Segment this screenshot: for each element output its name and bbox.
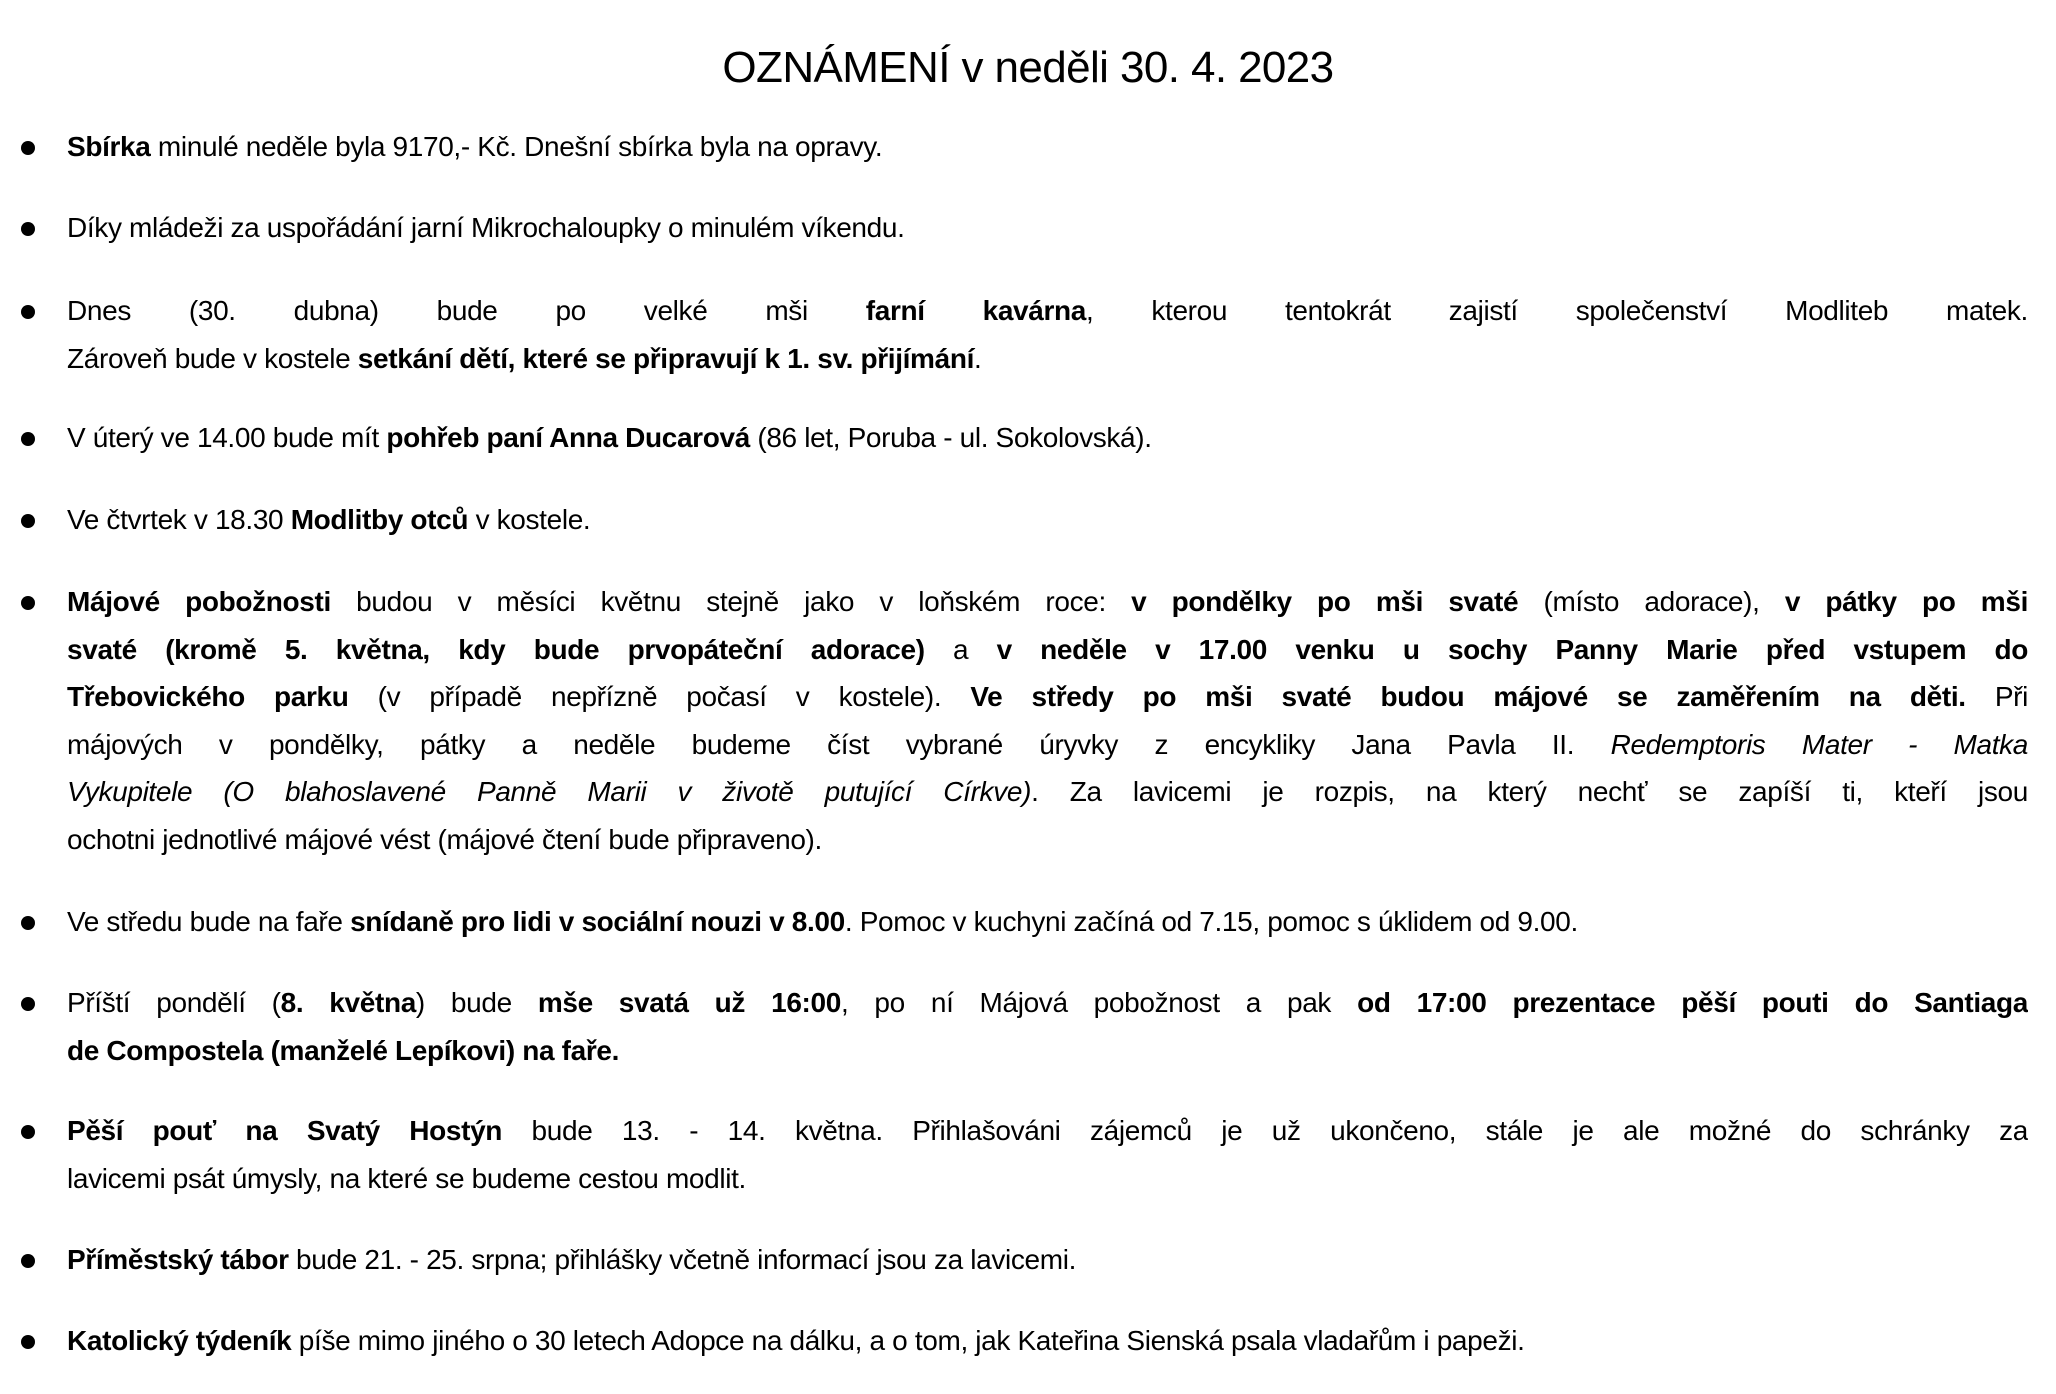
announcement-line: [67, 626, 2028, 674]
bold-text: Příměstský tábor: [67, 1244, 289, 1275]
announcement-line: [67, 1155, 2028, 1203]
announcement-line: [67, 979, 2028, 1027]
text: bude 13. - 14. května. Přihlašováni zájemců je už ukončeno, stále je ale možné do schránky za: [502, 1115, 2028, 1146]
text: , kterou tentokrát zajistí společenství Modliteb matek.: [1086, 295, 2028, 326]
bullet-icon: [21, 141, 35, 155]
italic-text: Vykupitele (O blahoslavené Panně Marii v životě putující Církve): [67, 776, 1032, 807]
announcement-line: [67, 673, 2028, 721]
bullet-icon: [21, 1335, 35, 1349]
announcement-line: [67, 1027, 2028, 1075]
text: ochotni jednotlivé májové vést (májové čtení bude připraveno).: [67, 823, 822, 855]
text: . Pomoc v kuchyni začíná od 7.15, pomoc s úklidem od 9.00.: [844, 906, 1578, 937]
text: budou v měsíci květnu stejně jako v loňském roce:: [330, 586, 1132, 617]
announcement-line: [67, 1107, 2028, 1155]
text: ) bude: [415, 987, 538, 1018]
bold-text: setkání dětí, které se připravují k 1. sv. přijímání: [357, 342, 975, 374]
bullet-icon: [21, 916, 35, 930]
announcement-line: [67, 578, 2028, 626]
text: bude 21. - 25. srpna; přihlášky včetně informací jsou za lavicemi.: [288, 1244, 1076, 1275]
text: Při: [1965, 681, 2028, 712]
text: V úterý ve 14.00 bude mít: [67, 422, 387, 453]
text: májových v pondělky, pátky a neděle budeme číst vybrané úryvky z encykliky Jana Pavla II.: [67, 728, 1611, 760]
bold-text: svaté (kromě 5. května, kdy bude prvopáteční adorace): [67, 633, 925, 665]
bold-text: v pondělky po mši svaté: [1131, 586, 1519, 617]
text: píše mimo jiného o 30 letech Adopce na dálku, a o tom, jak Kateřina Sienská psala vladařům i papeži.: [291, 1325, 1525, 1356]
announcement-line: [67, 335, 2028, 383]
bold-text: mše svatá už 16:00: [537, 987, 841, 1018]
text: Ve středu bude na faře: [67, 906, 351, 937]
text: (86 let, Poruba - ul. Sokolovská).: [749, 422, 1152, 453]
bullet-icon: [21, 432, 35, 446]
text: v kostele.: [468, 504, 591, 535]
text: a: [924, 633, 997, 665]
bold-text: farní kavárna: [865, 295, 1087, 326]
text: Příští pondělí (: [67, 987, 281, 1018]
bold-text: Májové pobožnosti: [67, 586, 331, 617]
bullet-icon: [21, 1254, 35, 1268]
announcement-line: [67, 1317, 2028, 1365]
bold-text: v neděle v 17.00 venku u sochy Panny Marie před vstupem do: [996, 633, 2028, 665]
text: (v případě nepřízně počasí v kostele).: [348, 681, 971, 712]
bold-text: od 17:00 prezentace pěší pouti do Santiaga: [1357, 987, 2028, 1018]
bullet-icon: [21, 222, 35, 236]
announcement-line: [67, 1236, 2028, 1284]
bold-text: Pěší pouť na Svatý Hostýn: [67, 1115, 503, 1146]
bold-text: v pátky po mši: [1784, 586, 2028, 617]
announcement-line: [67, 414, 2028, 462]
announcement-line: [67, 287, 2028, 335]
bold-text: Modlitby otců: [290, 504, 469, 535]
announcement-line: [67, 721, 2028, 769]
bullet-icon: [21, 997, 35, 1011]
bold-text: Třebovického parku: [67, 681, 349, 712]
bold-text: Katolický týdeník: [67, 1325, 292, 1356]
text: . Za lavicemi je rozpis, na který nechť se zapíší ti, kteří jsou: [1031, 776, 2028, 807]
bullet-icon: [21, 1125, 35, 1139]
announcement-line: [67, 898, 2028, 946]
bold-text: snídaně pro lidi v sociální nouzi v 8.00: [350, 906, 845, 937]
text: Díky mládeži za uspořádání jarní Mikrochaloupky o minulém víkendu.: [67, 212, 905, 243]
bullet-icon: [21, 514, 35, 528]
announcement-line: [67, 123, 2028, 171]
announcement-line: [67, 204, 2028, 252]
text: (místo adorace),: [1518, 586, 1785, 617]
text: lavicemi psát úmysly, na které se budeme cestou modlit.: [67, 1162, 746, 1194]
bullet-icon: [21, 305, 35, 319]
bold-text: pohřeb paní Anna Ducarová: [386, 422, 750, 453]
bold-text: Sbírka: [67, 131, 151, 162]
bold-text: 8. května: [280, 987, 416, 1018]
announcement-line: [67, 496, 2028, 544]
text: Zároveň bude v kostele: [67, 342, 358, 374]
bullet-icon: [21, 596, 35, 610]
page-title: OZNÁMENÍ v neděli 30. 4. 2023: [722, 43, 1334, 93]
announcement-line: [67, 816, 2028, 864]
bold-text: Ve středy po mši svaté budou májové se zaměřením na děti.: [970, 681, 1966, 712]
italic-text: Redemptoris Mater - Matka: [1610, 728, 2028, 760]
text: , po ní Májová pobožnost a pak: [840, 987, 1358, 1018]
text: Ve čtvrtek v 18.30: [67, 504, 291, 535]
text: Dnes (30. dubna) bude po velké mši: [67, 295, 866, 326]
text: .: [974, 342, 982, 374]
bold-text: de Compostela (manželé Lepíkovi) na faře.: [67, 1034, 620, 1066]
announcement-line: [67, 768, 2028, 816]
text: minulé neděle byla 9170,- Kč. Dnešní sbírka byla na opravy.: [150, 131, 883, 162]
